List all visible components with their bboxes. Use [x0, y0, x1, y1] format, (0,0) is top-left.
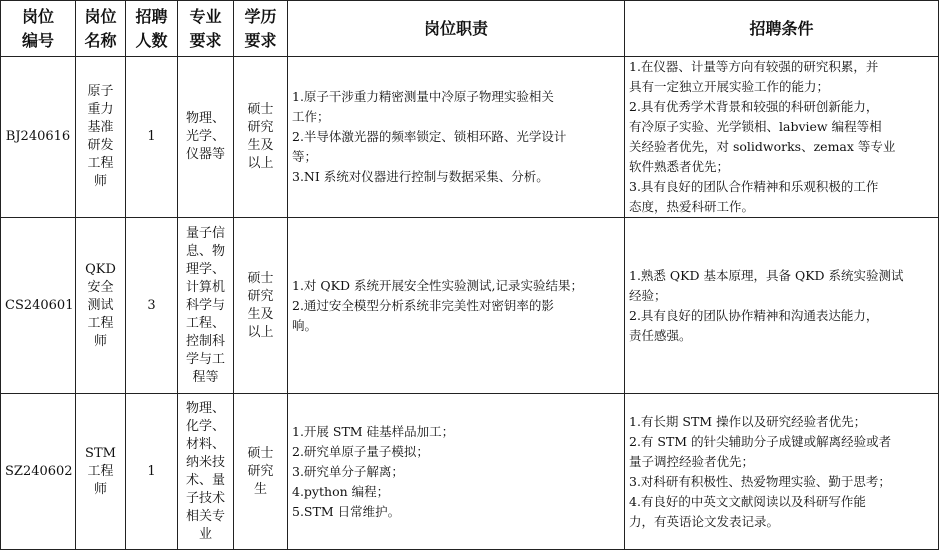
- cell-line: 4.python 编程；: [292, 483, 390, 499]
- header-requirements: 招聘条件: [625, 1, 939, 57]
- cell-line: 3.研究单分子解离；: [292, 463, 404, 479]
- cell-line: 量子调控经验者优先；: [629, 453, 755, 469]
- header-degree: [234, 1, 288, 57]
- cell-line: 有冷原子实验、光学锁相、labview 编程等相: [629, 119, 882, 134]
- job-requirements: [625, 394, 939, 550]
- degree-requirement: [234, 57, 288, 218]
- cell-line: 量子信: [185, 225, 225, 241]
- header-major: [178, 1, 234, 57]
- major-requirement: [178, 218, 234, 394]
- hiring-count: 1: [126, 394, 178, 550]
- degree-requirement: [234, 394, 288, 550]
- cell-line: 程等: [192, 369, 219, 385]
- cell-line: 光学、: [185, 129, 225, 144]
- cell-line: 5.STM 日常维护。: [292, 503, 401, 519]
- hiring-count: 1: [126, 57, 178, 218]
- job-duties: [288, 57, 625, 218]
- cell-line: 基准: [87, 120, 114, 135]
- cell-line: 相关专: [185, 508, 225, 524]
- cell-line: 测试: [87, 297, 114, 313]
- cell-line: 3.对科研有积极性、热爱物理实验、勤于思考；: [629, 473, 891, 489]
- cell-line: 息、物: [185, 243, 225, 259]
- cell-line: QKD: [85, 261, 116, 277]
- cell-line: 理学、: [185, 261, 225, 277]
- job-requirements: [625, 57, 939, 218]
- cell-line: 子技术: [185, 490, 225, 506]
- header-hiring-count-line: 人数: [135, 30, 168, 50]
- major-requirement: [178, 394, 234, 550]
- cell-line: 研究: [247, 288, 274, 304]
- cell-line: 4.有良好的中英文文献阅读以及科研写作能: [629, 493, 866, 509]
- position-code: BJ240616: [1, 57, 76, 218]
- header-position-code-line: 岗位: [21, 6, 54, 26]
- cell-line: 等；: [292, 149, 318, 164]
- cell-line: 纳米技: [185, 454, 225, 470]
- cell-line: STM: [85, 445, 116, 461]
- header-row: [1, 1, 939, 57]
- table-row: [1, 394, 939, 550]
- cell-line: 重力: [87, 102, 114, 117]
- cell-line: 3.NI 系统对仪器进行控制与数据采集、分析。: [292, 169, 549, 184]
- cell-line: 安全: [87, 279, 114, 295]
- cell-line: 软件熟悉者优先；: [629, 159, 730, 174]
- cell-line: 师: [93, 481, 107, 497]
- position-name: [76, 218, 126, 394]
- cell-line: 2.具有优秀学术背景和较强的科研创新能力，: [629, 99, 879, 114]
- cell-line: 1.熟悉 QKD 基本原理，具备 QKD 系统实验测试: [629, 267, 904, 283]
- cell-line: 硕士: [247, 102, 274, 117]
- cell-line: 生及: [247, 138, 274, 153]
- cell-line: 研发: [87, 138, 114, 153]
- cell-line: 2.通过安全模型分析系统非完美性对密钥率的影: [292, 297, 554, 313]
- position-name: [76, 57, 126, 218]
- cell-line: 生: [253, 481, 267, 497]
- hiring-count: 3: [126, 218, 178, 394]
- job-requirements: [625, 218, 939, 394]
- cell-line: 责任感强。: [629, 327, 692, 343]
- cell-line: 研究: [247, 120, 274, 135]
- job-duties: [288, 218, 625, 394]
- cell-line: 响。: [292, 317, 318, 333]
- header-position-code-line: 编号: [21, 30, 54, 50]
- cell-line: 硕士: [247, 445, 274, 461]
- cell-line: 经验；: [629, 287, 667, 303]
- cell-line: 术、量: [185, 472, 225, 488]
- cell-line: 关经验者优先，对 solidworks、zemax 等专业: [629, 139, 896, 154]
- cell-line: 化学、: [185, 418, 225, 434]
- major-requirement: [178, 57, 234, 218]
- cell-line: 1.有长期 STM 操作以及研究经验者优先；: [629, 413, 867, 429]
- cell-line: 原子: [87, 84, 114, 99]
- cell-line: 1.开展 STM 硅基样品加工；: [292, 423, 455, 439]
- cell-line: 控制科: [185, 333, 225, 349]
- cell-line: 1.在仪器、计量等方向有较强的研究积累，并: [629, 59, 879, 74]
- cell-line: 生及: [247, 306, 274, 322]
- cell-line: 师: [93, 174, 107, 189]
- header-degree-line: 学历: [244, 6, 277, 26]
- cell-line: 研究: [247, 463, 274, 479]
- header-major-line: 专业: [189, 6, 222, 26]
- cell-line: 工程: [87, 156, 114, 171]
- position-code: SZ240602: [1, 394, 76, 550]
- cell-line: 工程: [87, 463, 114, 479]
- cell-line: 计算机: [185, 279, 225, 295]
- cell-line: 力，有英语论文发表记录。: [629, 513, 780, 529]
- table-row: [1, 218, 939, 394]
- position-code: CS240601: [1, 218, 76, 394]
- header-duties: 岗位职责: [288, 1, 625, 57]
- header-position-name: [76, 1, 126, 57]
- cell-line: 3.具有良好的团队合作精神和乐观积极的工作: [629, 179, 879, 194]
- cell-line: 物理、: [185, 400, 225, 416]
- cell-line: 以上: [247, 156, 274, 171]
- cell-line: 工程: [87, 315, 114, 331]
- header-position-name-line: 岗位: [84, 6, 117, 26]
- degree-requirement: [234, 218, 288, 394]
- cell-line: 硕士: [247, 270, 274, 286]
- cell-line: 2.有 STM 的针尖辅助分子成键或解离经验或者: [629, 433, 892, 449]
- position-name: [76, 394, 126, 550]
- cell-line: 学与工: [185, 351, 225, 367]
- job-duties: [288, 394, 625, 550]
- cell-line: 态度，热爱科研工作。: [629, 199, 755, 214]
- cell-line: 1.对 QKD 系统开展安全性实验测试,记录实验结果；: [292, 277, 583, 293]
- header-position-name-line: 名称: [84, 30, 117, 50]
- cell-line: 2.研究单原子量子模拟；: [292, 443, 429, 459]
- cell-line: 科学与: [185, 297, 225, 313]
- header-degree-line: 要求: [244, 30, 277, 50]
- cell-line: 以上: [247, 324, 274, 340]
- cell-line: 2.半导体激光器的频率锁定、锁相环路、光学设计: [292, 129, 567, 144]
- header-position-code: [1, 1, 76, 57]
- cell-line: 仪器等: [185, 147, 225, 162]
- cell-line: 材料、: [185, 436, 225, 452]
- table-row: [1, 57, 939, 218]
- header-major-line: 要求: [189, 30, 222, 50]
- cell-line: 师: [93, 333, 107, 349]
- header-hiring-count: [126, 1, 178, 57]
- cell-line: 工程、: [185, 315, 225, 331]
- cell-line: 物理、: [185, 111, 225, 126]
- cell-line: 具有一定独立开展实验工作的能力；: [629, 79, 830, 94]
- header-hiring-count-line: 招聘: [135, 6, 168, 26]
- cell-line: 业: [198, 526, 212, 542]
- cell-line: 2.具有良好的团队协作精神和沟通表达能力，: [629, 307, 879, 323]
- cell-line: 1.原子干涉重力精密测量中冷原子物理实验相关: [292, 89, 554, 104]
- cell-line: 工作；: [292, 109, 330, 124]
